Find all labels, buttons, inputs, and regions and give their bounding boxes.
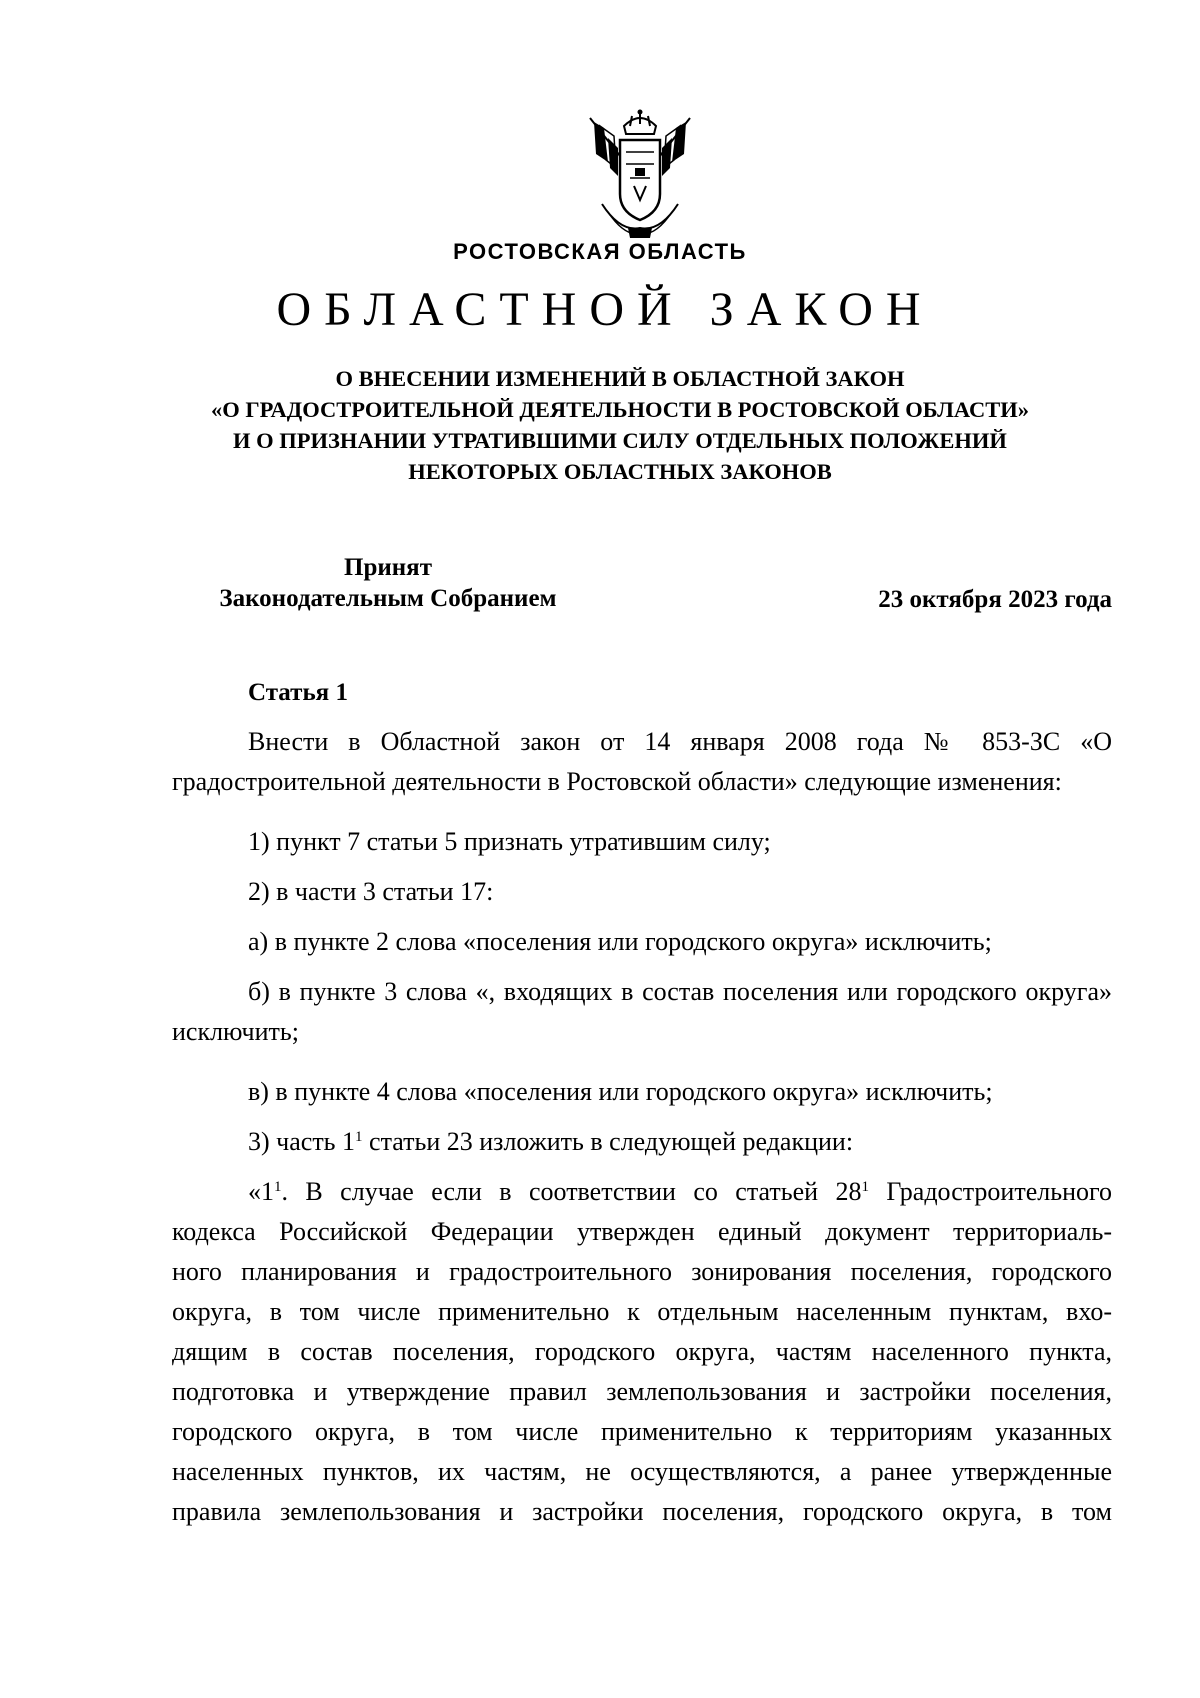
quote-line: кодекса Российской Федерации утвержден единый документ территориаль- <box>172 1217 1112 1246</box>
law-title-line: И О ПРИЗНАНИИ УТРАТИВШИМИ СИЛУ ОТДЕЛЬНЫХ ПОЛОЖЕНИЙ <box>233 428 1007 453</box>
item-2b-text: б) в пункте 3 слова «, входящих в состав поселения или городского округа» исключить; <box>172 977 1112 1046</box>
article-intro-text: Внести в Областной закон от 14 января 2008 года № 853-ЗС «О градостроительной деятельности в Ростовской области» следующие изменения: <box>172 727 1112 796</box>
law-title-line: О ВНЕСЕНИИ ИЗМЕНЕНИЙ В ОБЛАСТНОЙ ЗАКОН <box>335 366 905 391</box>
quote-first-line <box>172 1172 1112 1212</box>
quote-line: округа, в том числе применительно к отдельным населенным пунктам, вхо- <box>172 1297 1112 1326</box>
list-item <box>172 1072 1112 1112</box>
region-name: РОСТОВСКАЯ ОБЛАСТЬ <box>453 239 747 264</box>
law-title-line: «О ГРАДОСТРОИТЕЛЬНОЙ ДЕЯТЕЛЬНОСТИ В РОСТОВСКОЙ ОБЛАСТИ» <box>210 397 1029 422</box>
list-item <box>172 922 1112 962</box>
quote-line: ного планирования и градостроительного зонирования поселения, городского <box>172 1257 1112 1286</box>
item-1-text: 1) пункт 7 статьи 5 признать утратившим силу; <box>248 827 771 856</box>
quote-line: населенных пунктов, их частям, не осуществляются, а ранее утвержденные <box>172 1457 1112 1486</box>
adoption-body: Законодательным Собранием <box>219 585 557 612</box>
quote-open: «1 <box>248 1177 274 1206</box>
article-intro-paragraph <box>172 722 1112 802</box>
article-title: Статья 1 <box>248 679 348 706</box>
list-item <box>172 822 1112 862</box>
list-item <box>172 972 1112 1052</box>
list-item <box>172 872 1112 912</box>
item-2a-text: а) в пункте 2 слова «поселения или городского округа» исключить; <box>248 927 992 956</box>
coat-of-arms-emblem <box>580 108 700 240</box>
document-type-heading: ОБЛАСТНОЙ ЗАКОН <box>276 283 934 336</box>
adoption-authority <box>178 552 598 614</box>
item-3-prefix: 3) часть 1 <box>248 1127 356 1156</box>
quote-line: городского округа, в том числе применительно к территориям указанных <box>172 1417 1112 1446</box>
item-3-superscript: 1 <box>355 1129 363 1145</box>
quote-line: правила землепользования и застройки поселения, городского округа, в том <box>172 1497 1112 1526</box>
item-3-suffix: статьи 23 изложить в следующей редакции: <box>362 1127 854 1156</box>
item-2c-text: в) в пункте 4 слова «поселения или городского округа» исключить; <box>248 1077 993 1106</box>
law-title <box>160 363 1080 487</box>
quote-line: подготовка и утверждение правил землепользования и застройки поселения, <box>172 1377 1112 1406</box>
list-item <box>172 1122 1112 1162</box>
quote-end: Градостроительного <box>868 1177 1112 1206</box>
item-2-text: 2) в части 3 статьи 17: <box>248 877 494 906</box>
quote-superscript: 1 <box>861 1179 869 1195</box>
quoted-amendment-paragraph <box>172 1172 1112 1532</box>
quote-middle: . В случае если в соответствии со статьей 28 <box>281 1177 862 1206</box>
quote-line: дящим в состав поселения, городского округа, частям населенного пункта, <box>172 1337 1112 1366</box>
law-title-line: НЕКОТОРЫХ ОБЛАСТНЫХ ЗАКОНОВ <box>408 459 832 484</box>
adoption-date: 23 октября 2023 года <box>878 586 1112 613</box>
quote-superscript: 1 <box>274 1179 282 1195</box>
adoption-label: Принят <box>344 554 432 581</box>
